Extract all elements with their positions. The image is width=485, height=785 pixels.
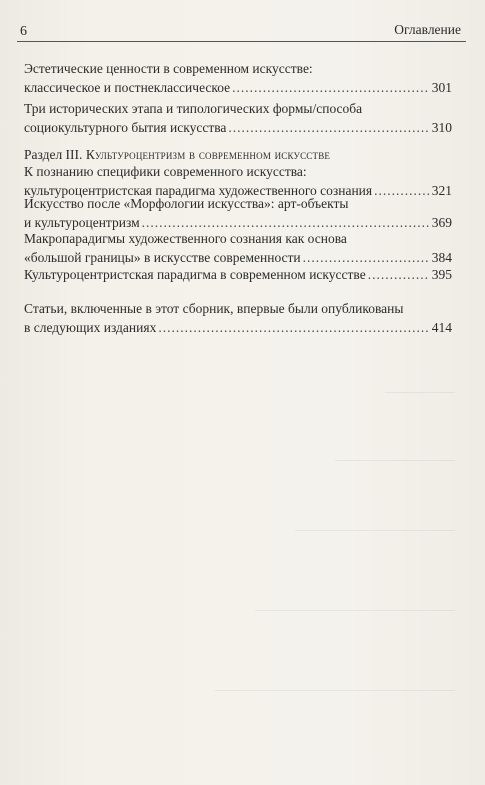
toc-leader-dots xyxy=(303,249,430,268)
toc-entry-title-line1: Эстетические ценности в современном искусстве: xyxy=(24,61,313,76)
paper-show-through xyxy=(255,610,455,611)
toc-entry-title-line2: классическое и постнеклассическое xyxy=(24,79,231,95)
paper-show-through xyxy=(385,392,455,393)
toc-leader-dots xyxy=(228,119,429,138)
paper-show-through xyxy=(215,690,455,691)
header-rule xyxy=(17,41,466,42)
toc-leader-dots xyxy=(368,266,430,285)
toc-entry[interactable] xyxy=(24,266,452,285)
section-title: Культуроцентризм в современном искусстве xyxy=(85,147,331,162)
toc-leader-dots xyxy=(158,319,429,338)
toc-entry[interactable] xyxy=(24,60,452,97)
toc-entry-title-line2: «большой границы» в искусстве современности xyxy=(24,249,301,265)
running-title: Оглавление xyxy=(394,22,461,37)
toc-page-number: 384 xyxy=(431,249,452,265)
toc-page-number: 310 xyxy=(431,119,452,135)
toc-entry[interactable] xyxy=(24,230,452,267)
toc-entry[interactable] xyxy=(24,100,452,137)
toc-page-number: 301 xyxy=(431,79,452,95)
paper-show-through xyxy=(335,460,455,461)
toc-entry-title: Культуроцентристская парадигма в современном искусстве xyxy=(24,267,366,282)
toc-entry-title-line2: культуроцентристская парадигма художественного сознания xyxy=(24,182,373,198)
toc-page-number: 321 xyxy=(431,182,452,198)
section-heading[interactable] xyxy=(24,146,452,164)
paper-show-through xyxy=(295,530,455,531)
toc-page-number: 414 xyxy=(431,319,452,335)
toc-entry-title-line1: Макропарадигмы художественного сознания как основа xyxy=(24,231,347,246)
toc-entry-title-line1: Искусство после «Морфологии искусства»: арт-объекты xyxy=(24,196,349,211)
toc-entry[interactable] xyxy=(24,195,452,232)
toc-entry-title-line2: социокультурного бытия искусства xyxy=(24,119,227,135)
toc-leader-dots xyxy=(232,79,430,98)
page-header xyxy=(0,0,485,44)
toc-entry-title-line2: в следующих изданиях xyxy=(24,319,157,335)
toc-entry-title-line1: К познанию специфики современного искусства: xyxy=(24,164,307,179)
toc-page-number: 369 xyxy=(431,214,452,230)
toc-entry-title-line1: Статьи, включенные в этот сборник, впервые были опубликованы xyxy=(24,301,404,316)
toc-entry-title-line1: Три исторических этапа и типологических формы/способа xyxy=(24,101,363,116)
toc-entry-title-line2: и культуроцентризм xyxy=(24,214,140,230)
page-number: 6 xyxy=(20,24,27,39)
section-label: Раздел III. xyxy=(24,147,83,162)
toc-page-number: 395 xyxy=(431,267,452,282)
toc-entry[interactable] xyxy=(24,300,452,337)
